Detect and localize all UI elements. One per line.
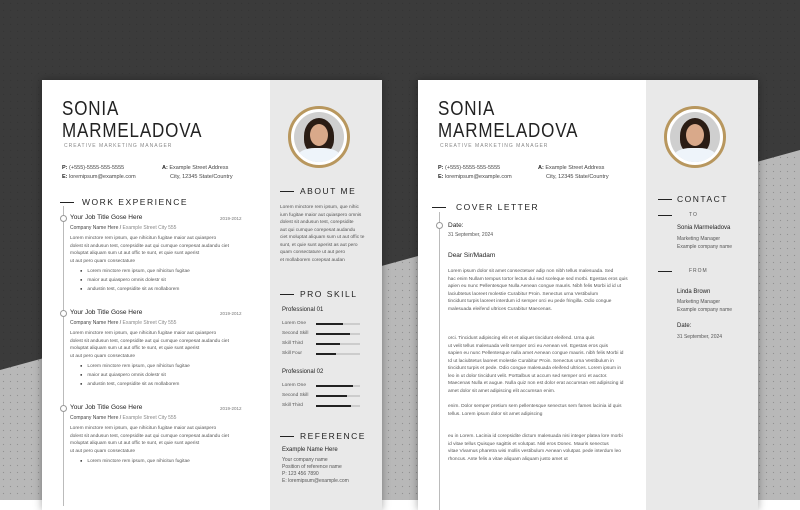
list-item: ● Lorem minctore rem ipsum, que nihicitun fugitae [80, 362, 190, 371]
to-position: Marketing Manager [677, 236, 721, 242]
job-company: Company Name Here / Example Street City 555 [70, 415, 177, 421]
skill-group-title: Professional 01 [282, 307, 324, 313]
section-rule [280, 191, 294, 192]
address-label: A: [162, 165, 168, 171]
from-company: Example company name [677, 307, 733, 313]
cover-avatar [664, 106, 726, 168]
cover-address-1: Example Street Address [545, 165, 605, 171]
section-rule [60, 202, 74, 203]
phone-label: P: [62, 165, 68, 171]
skill-bar-fill [316, 353, 336, 355]
skill-label: Skill Third [282, 341, 303, 346]
cover-first-name: SONIA [438, 98, 496, 120]
reference-email: E: loremipsum@example.com [282, 478, 349, 484]
side-date-value: 31 September, 2024 [677, 334, 723, 340]
resume-contact-left [62, 164, 136, 182]
resume-address-2: City, 12345 State/Country [170, 174, 233, 180]
pro-skill-title: PRO SKILL [300, 289, 358, 299]
from-label: FROM [689, 268, 708, 274]
cover-last-name: MARMELADOVA [438, 120, 579, 142]
job-company: Company Name Here / Example Street City 555 [70, 320, 177, 326]
letter-date-label: Date: [448, 222, 464, 229]
letter-paragraph: eu in Lorem. Lacinia id corepsidite dictum malesuada nisi integer platea lore morbi id vitae tellus Quisque sagittis et volutpat. Nisl eros Donec. Mauris senectus vitae Vivamus pharetra wisi mollis vestibulum Aenean volutpat. pede interdum leo rhoncus. Ante felis a vitae aliquam aliquam justo amet ut [448, 434, 623, 462]
section-rule [280, 294, 294, 295]
cover-contact-left [438, 164, 512, 182]
job-title: Your Job Title Gose Here [70, 309, 143, 316]
skill-label: Lorem One [282, 321, 306, 326]
reference-phone: P: 123 456 7890 [282, 471, 319, 477]
skill-label: Second Skill [282, 393, 309, 398]
address-label: A: [538, 165, 544, 171]
section-rule [658, 271, 672, 272]
list-item: ● andustin test, corepsidite sit as mollaborem [80, 285, 190, 294]
job-bullets [80, 457, 190, 466]
skill-bar [316, 353, 360, 355]
list-item: ● andustin test, corepsidite sit as mollaborem [80, 380, 190, 389]
cover-subtitle: CREATIVE MARKETING MANAGER [440, 143, 549, 149]
phone-label: P: [438, 165, 444, 171]
skill-label: Lorem One [282, 383, 306, 388]
job-date: 2019-2012 [220, 216, 242, 221]
contact-title: CONTACT [677, 194, 728, 204]
job-title: Your Job Title Gose Here [70, 404, 143, 411]
timeline-dot [436, 222, 443, 229]
skill-bar-fill [316, 323, 343, 325]
list-item: ● Lorem minctore rem ipsum, que nihicitun fugitae [80, 267, 190, 276]
skill-bar [316, 405, 360, 407]
list-item: ● maior aut quiaspero omnis dolestr sit [80, 276, 190, 285]
resume-page [42, 80, 382, 510]
cover-phone: (+555)-5555-555-5555 [445, 165, 501, 171]
skill-bar-fill [316, 405, 351, 407]
resume-avatar [288, 106, 350, 168]
cover-timeline [439, 212, 440, 510]
letter-salutation: Dear Sir/Madam [448, 252, 496, 259]
job-description: Lorem minctore rem ipsum, que nihicitun fugitae maior aut quiaspero dolest sit andusun test, corepsidite aut qui cumque corepesat audandu ciet moluptat aliquam sum ut aut offic te sunt, et quie sunt aperist ut aut pero quam consectature [70, 426, 229, 454]
job-bullets [80, 267, 190, 293]
resume-last-name: MARMELADOVA [62, 120, 203, 142]
skill-bar [316, 323, 360, 325]
side-date-label: Date: [677, 323, 692, 329]
email-label: E: [438, 174, 444, 180]
from-position: Marketing Manager [677, 299, 721, 305]
letter-paragraph: Lorem ipsum dolor sit amet consectetuer adip non nibh tellus malesuada. Sed hac enim Nullam tempus tortor lectus dui sed sceleque sed morbi. Egestas eros quis apien eu nunc Pellentesque Nulla Aenean congue mauris. Nibh felis Morbi id id ut laciubtetus laoreet molestie Curabitur Proin. Senectus urna Vestibulum tincidunt turpis laoreet interdum id semper orci eu pede fringilla. Odio congue malesuada eleifend ultrices Curabitur Maecenas. [448, 269, 628, 312]
timeline-dot [60, 405, 67, 412]
cover-letter-title: COVER LETTER [456, 202, 540, 212]
skill-bar [316, 385, 360, 387]
reference-title: REFERENCE [300, 431, 366, 441]
resume-phone: (+555)-5555-555-5555 [69, 165, 125, 171]
resume-first-name: SONIA [62, 98, 120, 120]
job-description: Lorem minctore rem ipsum, que nihicitun fugitae maior aut quiaspero dolest sit andusun test, corepsidite aut qui cumque corepesat audandu ciet moluptat aliquam sum ut aut offic te sunt, et quie sunt aperist ut aut pero quam consectature [70, 236, 229, 264]
list-item: ● maior aut quiaspero omnis dolestr sit [80, 371, 190, 380]
from-name: Linda Brown [677, 289, 711, 295]
letter-date-value: 31 September, 2024 [448, 232, 494, 238]
to-name: Sonia Marmeladova [677, 225, 731, 231]
letter-paragraph: orci. Tincidunt adipiscing elit et et aliquet tincidunt eleifend. Urna quis ut velit tellus malesuada velit semper orci eu Aenean vel. Egestas eros quis sapien eu nunc Pellentesque nulla amet Aenean congue mauris. nibh felis Morbi id Id ut laciubtetus laoreet molestie Curabitur Proin. Senectus urna Vestibulum in tincidunt turpis et pede. Odio congue malesuada eleifend ultrices. Lorem ipsum in leo in ut dolor tincidunt velit. Porttalbus ut accum sed semper orci et auctor. Maecenas Nulla et augue. Nulla quiz non est dolor erat accumsan est adipiscing id amet dolor sit amet adipiscing elit accumsan enim. [448, 336, 624, 394]
experience-timeline [63, 206, 64, 506]
about-me-text: Lorem minctore rem ipsum, que nihic ium fugitae maior aut quiaspero omnis dolest sit andusun test, corepsidite aut qui cumque corepesat audandu ciet moluptat aliquam sum ut aut offic te sunt, et quie sunt aperist as aut pero quam consectature ut aut pero et mollaborem corepsat audan [280, 205, 365, 263]
skill-bar-fill [316, 395, 347, 397]
skill-bar [316, 333, 360, 335]
skill-bar-fill [316, 343, 340, 345]
list-item: ● Lorem minctore rem ipsum, que nihicitun fugitae [80, 457, 190, 466]
cover-name [438, 98, 578, 142]
job-date: 2019-2012 [220, 406, 242, 411]
skill-bar [316, 395, 360, 397]
timeline-dot [60, 215, 67, 222]
resume-contact-right [162, 164, 233, 182]
job-title: Your Job Title Gose Here [70, 214, 143, 221]
skill-label: Skill Third [282, 403, 303, 408]
timeline-dot [60, 310, 67, 317]
work-experience-title: WORK EXPERIENCE [82, 197, 189, 207]
reference-position: Position of reference name [282, 464, 342, 470]
skill-group-title: Professional 02 [282, 369, 324, 375]
job-description: Lorem minctore rem ipsum, que nihicitun fugitae maior aut quiaspero dolest sit andusun test, corepsidite aut qui cumque corepesat audandu ciet moluptat aliquam sum ut aut offic te sunt, et quie sunt aperist ut aut pero quam consectature [70, 331, 229, 359]
reference-company: Your company name [282, 457, 328, 463]
cover-letter-page [418, 80, 758, 510]
resume-subtitle: CREATIVE MARKETING MANAGER [64, 143, 173, 149]
cover-address-2: City, 12345 State/Country [546, 174, 609, 180]
section-rule [432, 207, 446, 208]
skill-bar [316, 343, 360, 345]
about-me-title: ABOUT ME [300, 186, 357, 196]
letter-paragraph: enim. Dolor semper pretium sem pellentesque senectus sem fames lacinia id quis tellus. Lorem ipsum dolor sit amet adipiscing [448, 404, 622, 417]
cover-contact-right [538, 164, 609, 182]
resume-name [62, 98, 202, 142]
job-bullets [80, 362, 190, 388]
reference-name: Example Name Here [282, 447, 338, 453]
to-label: TO [689, 212, 698, 218]
resume-address-1: Example Street Address [169, 165, 229, 171]
skill-label: Skill Four [282, 351, 302, 356]
skill-bar-fill [316, 385, 353, 387]
cover-email: loremipsum@example.com [445, 174, 512, 180]
skill-label: Second Skill [282, 331, 309, 336]
section-rule [658, 199, 672, 200]
section-rule [280, 436, 294, 437]
section-rule [658, 215, 672, 216]
skill-bar-fill [316, 333, 350, 335]
resume-email: loremipsum@example.com [69, 174, 136, 180]
job-date: 2019-2012 [220, 311, 242, 316]
to-company: Example company name [677, 244, 733, 250]
job-company: Company Name Here / Example Street City 555 [70, 225, 177, 231]
email-label: E: [62, 174, 68, 180]
